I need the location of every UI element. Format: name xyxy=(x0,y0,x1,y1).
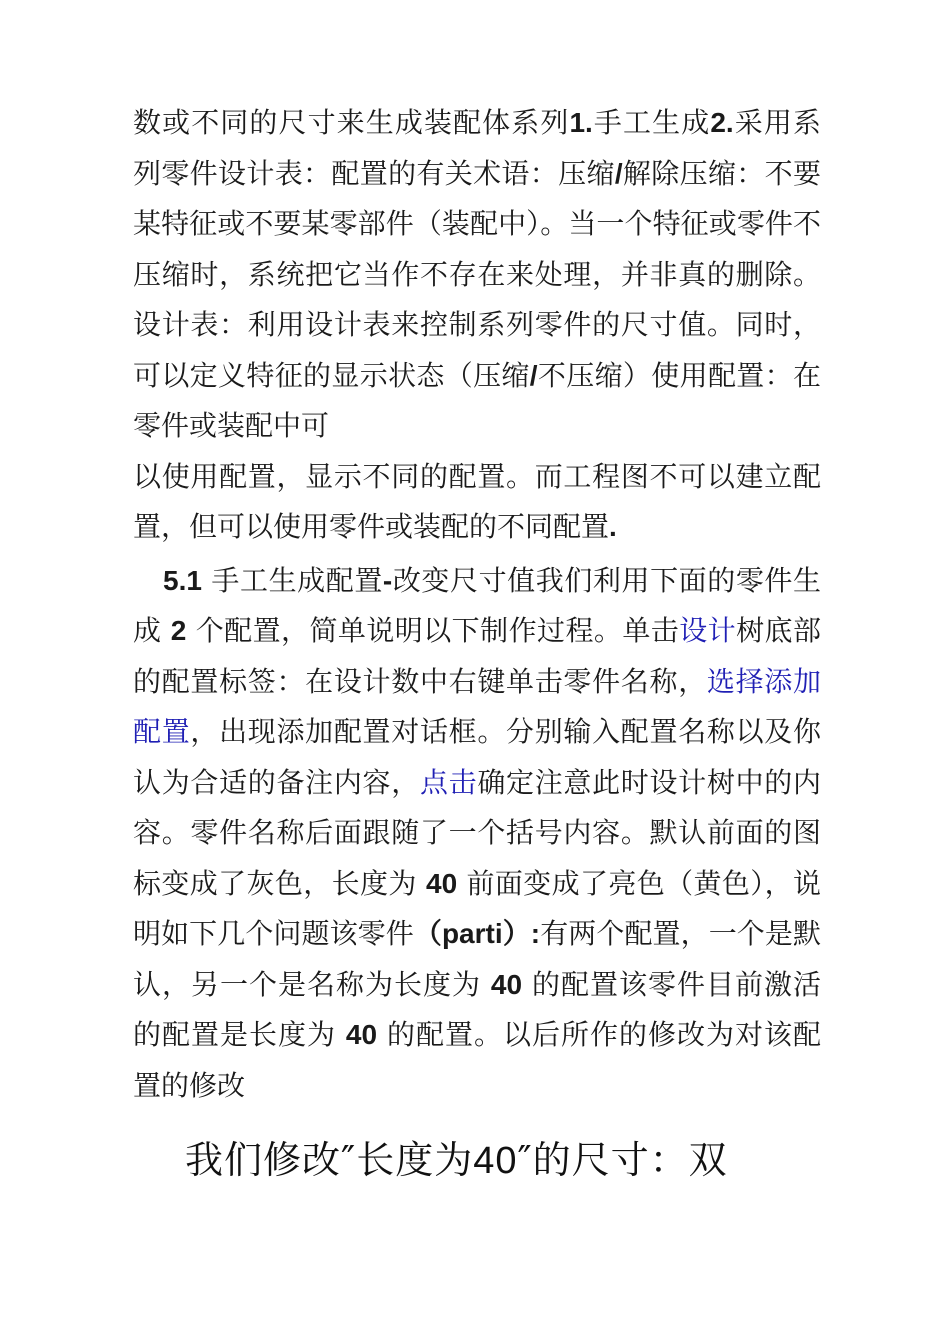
text-run: 解除压缩：不要某特征或不要某零部件（装配中）。当一个特征或零件不压缩时，系统把它当作不存在来处理，并非真的删除。设计表：利用设计表来控制系列零件的尺寸值。同时，可以定义特征的显示状态（压缩 xyxy=(133,156,821,392)
text-run: 的配置该零件目前激活的配置是长度为 xyxy=(133,967,821,1051)
link-click[interactable]: 点击 xyxy=(419,765,478,799)
heading-text: 我们修改″长度为 xyxy=(185,1138,474,1182)
text-run: 采用系列零件设计表：配置的有关术语：压缩 xyxy=(133,106,821,190)
text-run: 手工生成 xyxy=(592,106,711,139)
text-run: 以使用配置，显示不同的配置。而工程图不可以建立配置，但可以使用零件或装配的不同配置 xyxy=(133,459,821,543)
text-run: 前面变成了亮色（黄色），说明如下几个问题该零件 xyxy=(133,866,821,950)
text-run: 改变尺寸值我们利用下面的零件生成 xyxy=(133,563,821,647)
period: . xyxy=(609,511,617,542)
text-run: ，出现添加配置对话框。分别输入配置名称以及你认为合适的备注内容， xyxy=(133,715,821,799)
link-design[interactable]: 设计 xyxy=(679,614,737,647)
text-run: 手工生成配置 xyxy=(201,563,383,597)
slash: / xyxy=(614,157,623,189)
list-number-2: 2. xyxy=(710,107,734,138)
paragraph-configuration-terms xyxy=(133,98,821,452)
large-heading xyxy=(133,1125,821,1196)
text-run: 有两个配置，一个是默认，另一个是名称为长度为 xyxy=(133,917,821,1001)
document-page xyxy=(133,98,821,1196)
dash: - xyxy=(382,564,393,596)
list-number-1: 1. xyxy=(569,107,593,138)
slash: / xyxy=(529,359,538,391)
paragraph-section-5-1 xyxy=(133,556,821,1112)
number: 40 xyxy=(490,968,523,1000)
text-run: 的配置。以后所作的修改为对该配置的修改 xyxy=(133,1018,822,1102)
heading-number: 40 xyxy=(473,1140,518,1182)
text-run: 树底部的配置标签：在设计数中右键单击零件名称， xyxy=(133,614,821,698)
text-run: 数或不同的尺寸来生成装配体系列 xyxy=(133,106,570,139)
text-run: 确定注意此时设计树中的内容。零件名称后面跟随了一个括号内容。默认前面的图标变成了灰色，长度为 xyxy=(133,765,821,900)
text-run: 个配置，简单说明以下制作过程。单击 xyxy=(186,614,680,647)
link-select-add-configuration[interactable]: 选择添加配置 xyxy=(133,664,821,748)
number: 40 xyxy=(426,867,458,899)
paragraph-using-configurations xyxy=(133,452,821,553)
heading-text: ″的尺寸：双 xyxy=(517,1138,728,1182)
number: 2 xyxy=(170,615,187,646)
text-run: 不压缩）使用配置：在零件或装配中可 xyxy=(133,358,821,442)
number: 40 xyxy=(345,1019,378,1050)
section-number: 5.1 xyxy=(163,564,202,596)
part-name: （parti）: xyxy=(413,918,541,949)
